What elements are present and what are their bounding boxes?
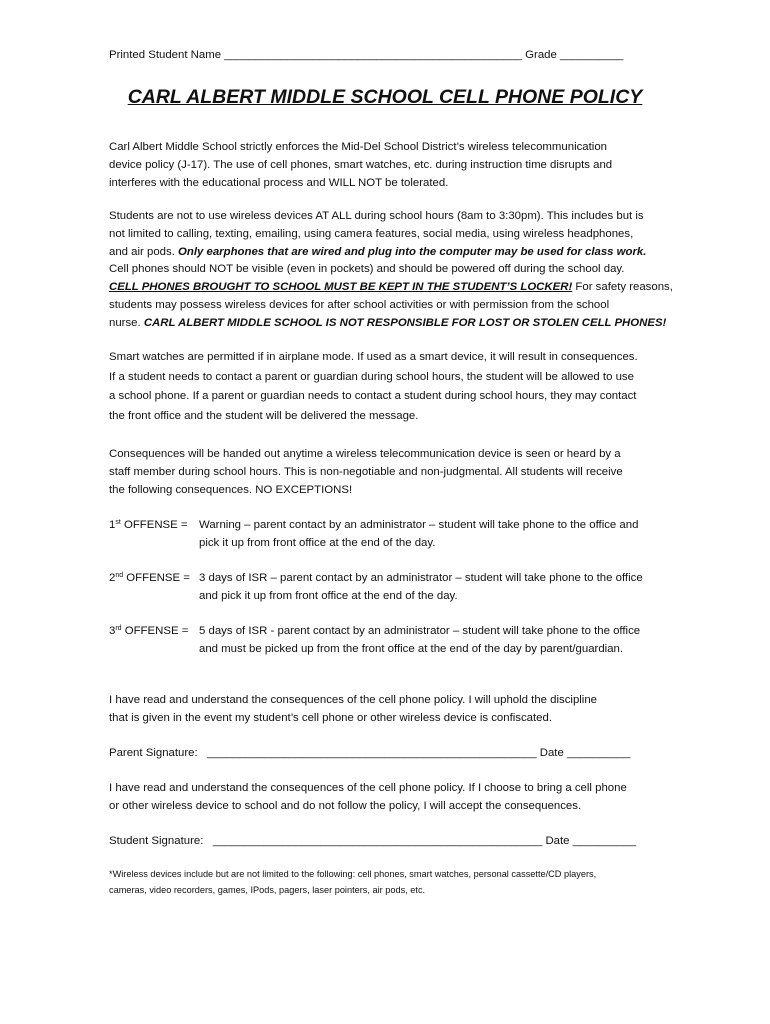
offense-label xyxy=(109,623,188,641)
text-line: I have read and understand the consequences of the cell phone policy. If I choose to bring a cell phone xyxy=(109,782,627,794)
student-signature-field[interactable]: ____________________________________________________ xyxy=(212,835,543,847)
text-line: 5 days of ISR - parent contact by an administrator – student will take phone to the office xyxy=(199,625,641,637)
parent-signature-field[interactable]: ____________________________________________________ xyxy=(207,747,537,759)
offense-label xyxy=(109,517,188,535)
text-line: not limited to calling, texting, emailing, using camera features, social media, using wireless headphones, xyxy=(109,227,634,240)
student-header-line xyxy=(109,47,709,65)
text-line: Warning – parent contact by an administrator – student will take phone to the office and xyxy=(199,519,639,531)
text-line: Consequences will be handed out anytime a wireless telecommunication device is seen or heard by a xyxy=(109,448,621,460)
offense-description xyxy=(199,517,709,553)
smart-watch-paragraph xyxy=(109,348,709,426)
text-line: and pick it up from front office at the end of the day. xyxy=(199,589,458,602)
parent-signature-line xyxy=(109,745,709,763)
page-title: CARL ALBERT MIDDLE SCHOOL CELL PHONE POLICY xyxy=(127,86,643,108)
text-line xyxy=(109,279,709,297)
offense-number: 2 xyxy=(109,572,116,584)
text-line: pick it up from front office at the end of the day. xyxy=(199,536,436,549)
student-date-label: Date xyxy=(545,835,570,847)
footnote xyxy=(109,866,709,898)
text-line: students may possess wireless devices for after school activities or with permission from the school xyxy=(109,298,610,311)
offense-description xyxy=(199,623,709,659)
text-line: that is given in the event my student’s cell phone or other wireless device is confiscated. xyxy=(109,711,552,724)
text-span: and air pods. xyxy=(109,245,179,258)
text-span: nurse. xyxy=(109,316,144,329)
offense-label-text: OFFENSE = xyxy=(121,625,189,637)
usage-rules-paragraph xyxy=(109,208,709,333)
offense-label xyxy=(109,570,190,588)
parent-date-field[interactable]: __________ xyxy=(566,747,631,759)
text-line: Students are not to use wireless devices AT ALL during school hours (8am to 3:30pm). This includes but is xyxy=(109,210,644,222)
text-line: a school phone. If a parent or guardian needs to contact a student during school hours, they may contact xyxy=(109,390,637,402)
footnote-line: cameras, video recorders, games, IPods, pagers, laser pointers, air pods, etc. xyxy=(109,885,426,895)
footnote-line: *Wireless devices include but are not limited to the following: cell phones, smart watches, personal cassette/CD players, xyxy=(109,869,597,879)
text-line xyxy=(109,315,709,333)
student-signature-line xyxy=(109,833,709,851)
text-line: Cell phones should NOT be visible (even in pockets) and should be powered off during the school day. xyxy=(109,263,625,276)
offense-description xyxy=(199,570,709,606)
offense-label-text: OFFENSE = xyxy=(123,572,190,584)
text-line: If a student needs to contact a parent or guardian during school hours, the student will be allowed to use xyxy=(109,370,634,383)
earphones-rule: Only earphones that are wired and plug into the computer may be used for class work. xyxy=(178,245,647,258)
text-line: Carl Albert Middle School strictly enforces the Mid-Del School District’s wireless telecommunication xyxy=(109,141,607,153)
text-line: and must be picked up from the front office at the end of the day by parent/guardian. xyxy=(199,642,624,655)
liability-disclaimer: CARL ALBERT MIDDLE SCHOOL IS NOT RESPONSIBLE FOR LOST OR STOLEN CELL PHONES! xyxy=(143,316,667,329)
offense-label-text: OFFENSE = xyxy=(120,519,188,531)
parent-signature-label: Parent Signature: xyxy=(109,747,198,759)
offense-ordinal: st xyxy=(115,519,121,526)
text-span: For safety reasons, xyxy=(572,281,673,294)
text-line: the following consequences. NO EXCEPTIONS! xyxy=(109,483,353,496)
printed-name-label: Printed Student Name xyxy=(109,49,222,61)
offense-number: 1 xyxy=(109,519,116,531)
text-line: interferes with the educational process and WILL NOT be tolerated. xyxy=(109,176,449,189)
printed-name-field[interactable]: _______________________________________________ xyxy=(224,49,522,61)
text-line: 3 days of ISR – parent contact by an administrator – student will take phone to the office xyxy=(199,572,643,584)
grade-field[interactable]: __________ xyxy=(560,49,624,61)
parent-date-label: Date xyxy=(539,747,564,759)
text-line: the front office and the student will be delivered the message. xyxy=(109,409,419,422)
text-line: or other wireless device to school and do not follow the policy, I will accept the consequences. xyxy=(109,799,582,812)
text-line: Smart watches are permitted if in airplane mode. If used as a smart device, it will result in consequences. xyxy=(109,351,638,363)
consequences-paragraph xyxy=(109,446,709,499)
offense-number: 3 xyxy=(109,625,116,637)
parent-acknowledgement xyxy=(109,692,709,728)
text-line: I have read and understand the consequences of the cell phone policy. I will uphold the discipline xyxy=(109,694,598,706)
text-line: device policy (J-17). The use of cell phones, smart watches, etc. during instruction time disrupts and xyxy=(109,158,613,171)
grade-label: Grade xyxy=(525,49,557,61)
text-line: staff member during school hours. This is non-negotiable and non-judgmental. All students will receive xyxy=(109,465,623,478)
text-line xyxy=(109,244,709,262)
locker-rule: CELL PHONES BROUGHT TO SCHOOL MUST BE KEPT IN THE STUDENT’S LOCKER! xyxy=(109,281,573,294)
offense-ordinal: rd xyxy=(115,625,122,632)
student-signature-label: Student Signature: xyxy=(109,835,204,847)
student-acknowledgement xyxy=(109,780,709,816)
student-date-field[interactable]: __________ xyxy=(572,835,637,847)
offense-ordinal: nd xyxy=(115,572,124,579)
intro-paragraph xyxy=(109,139,709,192)
